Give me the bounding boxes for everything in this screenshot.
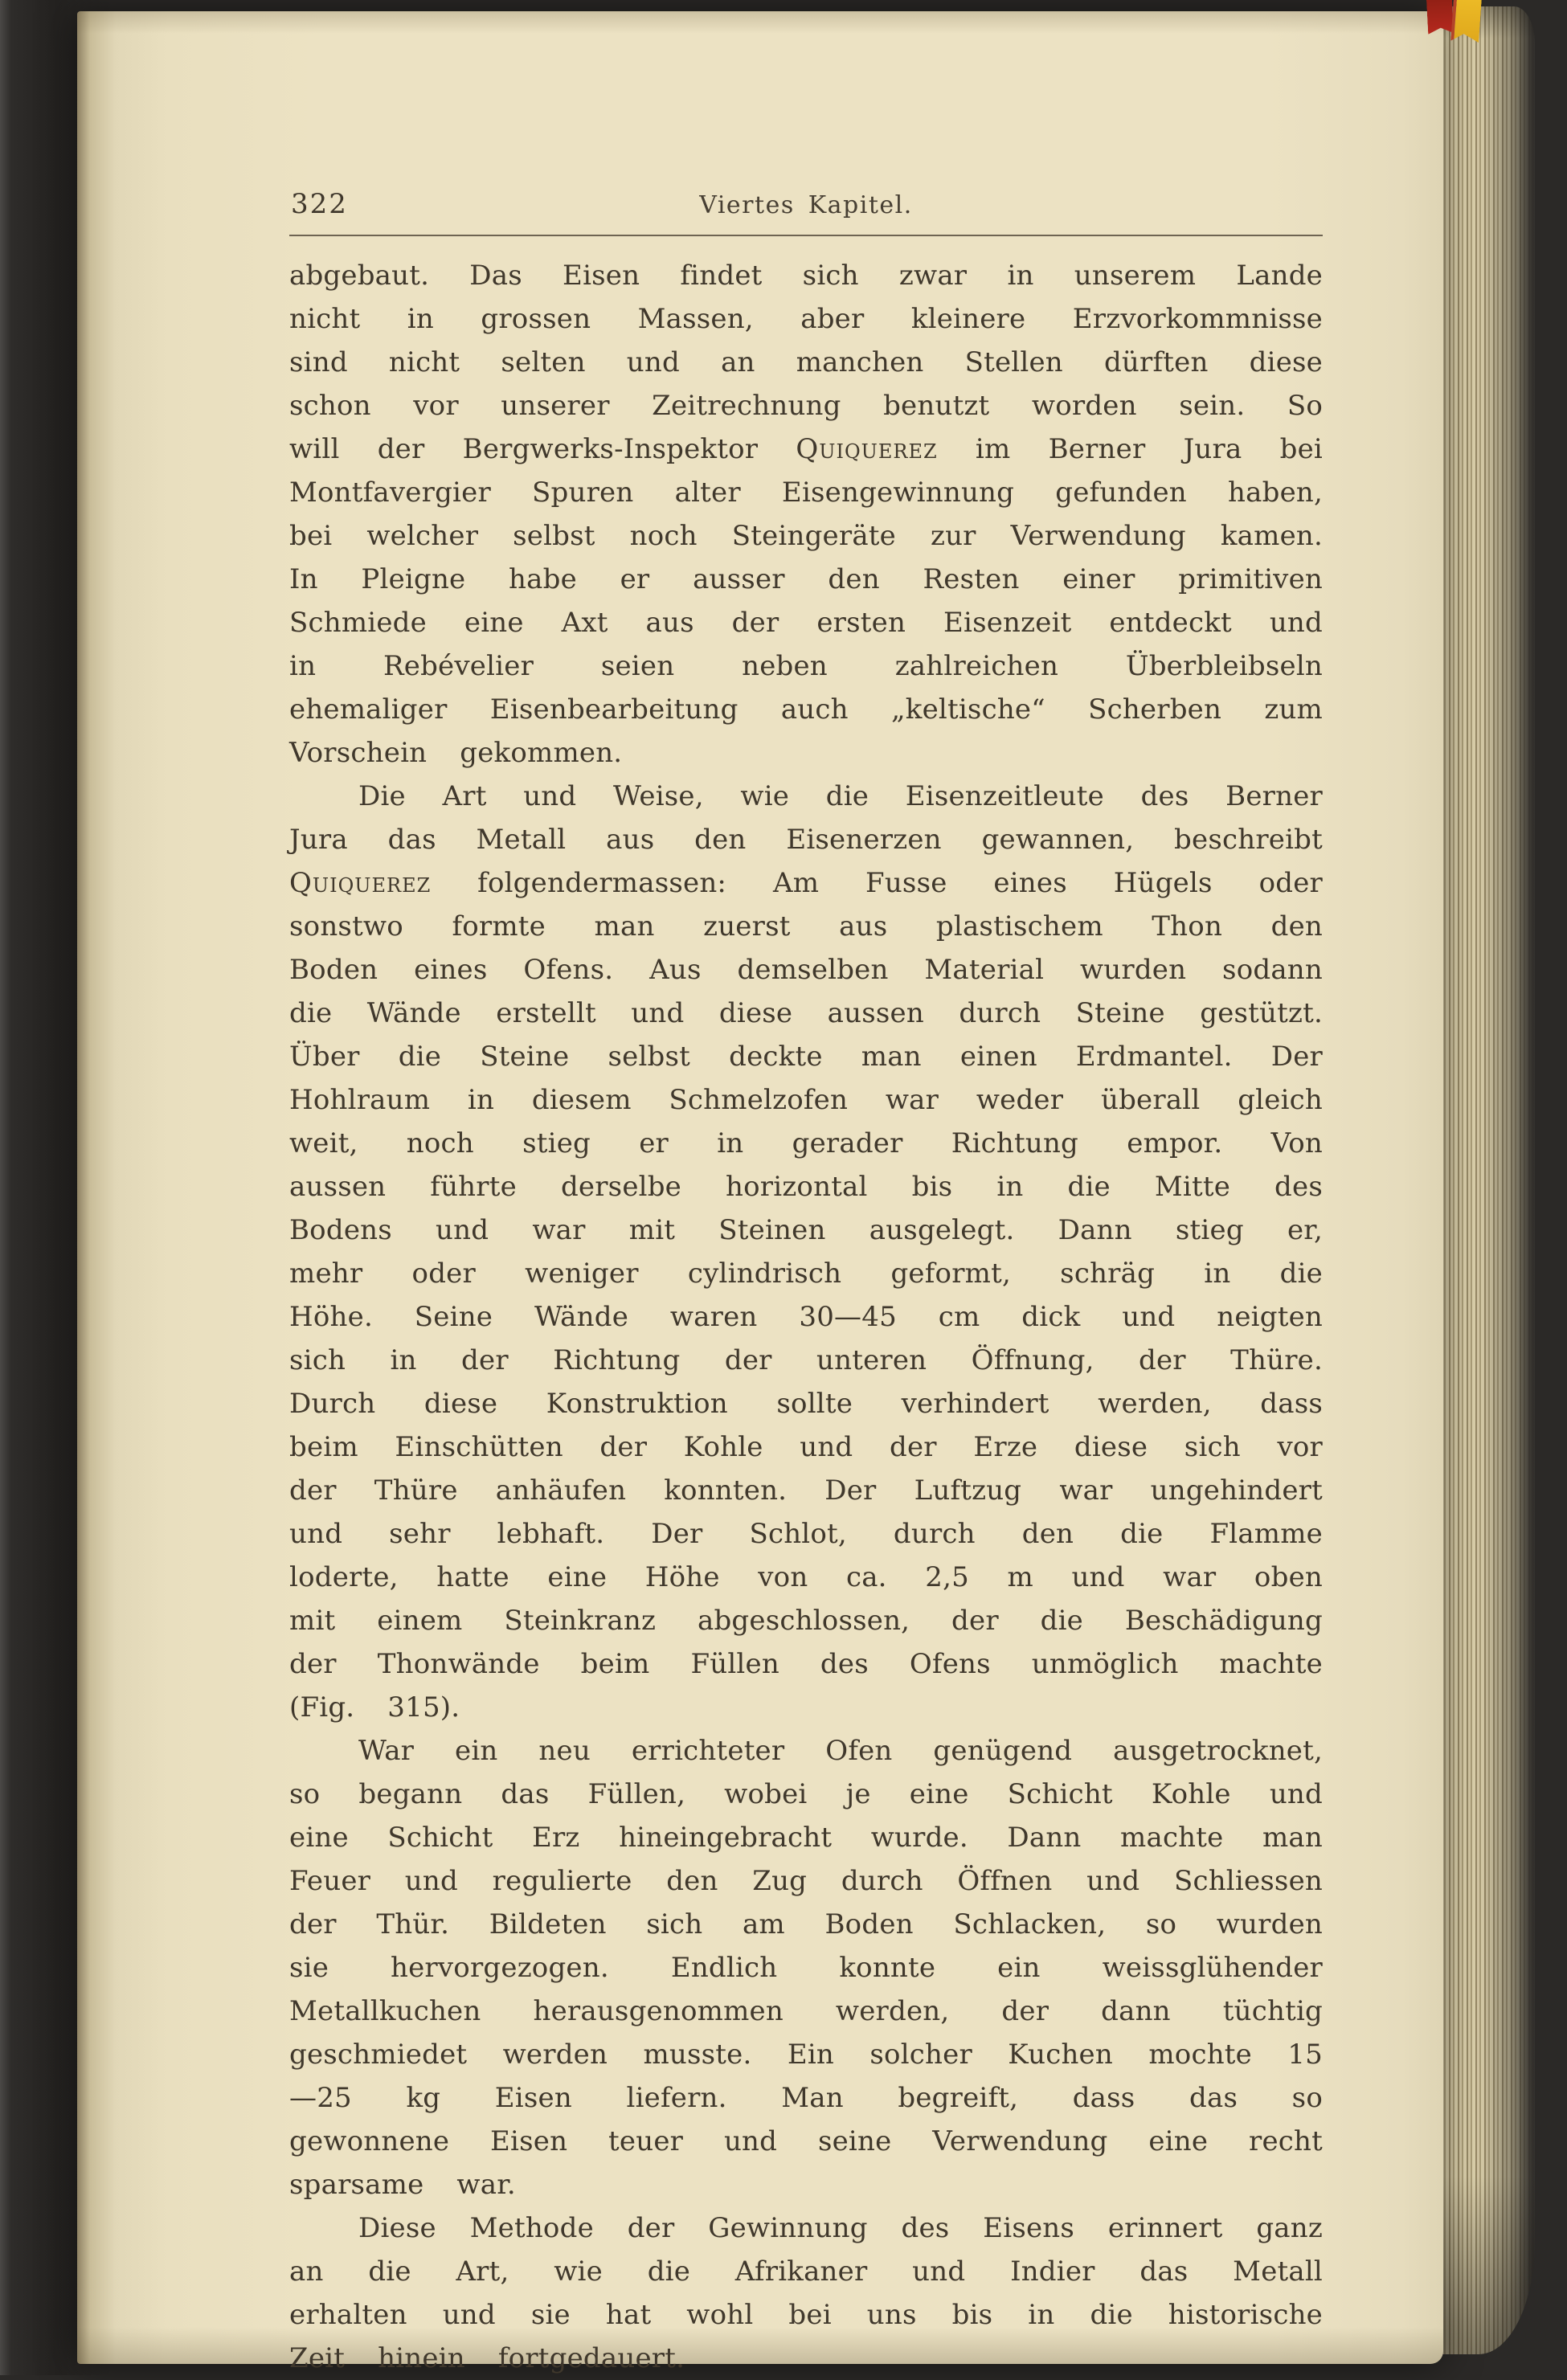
bookmark-ribbons: [1427, 0, 1491, 48]
text-run: folgendermassen: Am Fusse eines Hügels oder sonstwo formte man zuerst aus plastischem Thon den Boden eines Ofens. Aus demselben Material wurden sodann die Wände erstellt und diese aussen durch Steine gestützt. Über die Steine selbst deckte man einen Erdmantel. Der Hohlraum in diesem Schmelzofen war weder überall gleich weit, noch stieg er in gerader Richtung empor. Von aussen führte derselbe horizontal bis in die Mitte des Bodens und war mit Steinen ausgelegt. Dann stieg er, mehr oder weniger cylindrisch geformt, schräg in die Höhe. Seine Wände waren 30—45 cm dick und neigten sich in der Richtung der unteren Öffnung, der Thüre. Durch diese Konstruktion sollte verhindert werden, dass beim Einschütten der Kohle und der Erze diese sich vor der Thüre anhäufen konnten. Der Luftzug war ungehindert und sehr lebhaft. Der Schlot, durch den die Flamme loderte, hatte eine Höhe von ca. 2,5 m und war oben mit einem Steinkranz abgeschlossen, der die Beschädigung der Thonwände beim Füllen des Ofens unmöglich machte (Fig. 315).: [289, 867, 1323, 1724]
running-header: [289, 182, 1323, 236]
paragraph: [289, 775, 1323, 1729]
paragraph: [289, 254, 1323, 775]
bookmark-ribbon-gold: [1450, 0, 1482, 43]
paragraph: Diese Methode der Gewinnung des Eisens erinnert ganz an die Art, wie die Afrikaner und Indier das Metall erhalten und sie hat wohl bei uns bis in die historische Zeit hinein fortgedauert.: [289, 2212, 1323, 2374]
person-name: Quiquerez: [289, 867, 432, 899]
text-run: im Berner Jura bei Montfavergier Spuren alter Eisengewinnung gefunden haben, bei welcher selbst noch Steingeräte zur Verwendung kamen. In Pleigne habe er ausser den Resten einer primitiven Schmiede eine Axt aus der ersten Eisenzeit entdeckt und in Rebévelier seien neben zahlreichen Überbleibseln ehemaliger Eisenbearbeitung auch „keltische“ Scherben zum Vorschein gekommen.: [289, 433, 1323, 769]
body-text: [289, 236, 1323, 2380]
text-run: Die Art und Weise, wie die Eisenzeitleute des Berner Jura das Metall aus den Eisenerzen gewannen, beschreibt: [289, 780, 1323, 856]
paragraph: War ein neu errichteter Ofen genügend ausgetrocknet, so begann das Füllen, wobei je eine Schicht Kohle und eine Schicht Erz hineingebracht wurde. Dann machte man Feuer und regulierte den Zug durch Öffnen und Schliessen der Thür. Bildeten sich am Boden Schlacken, so wurden sie hervorgezogen. Endlich konnte ein weissglühender Metallkuchen herausgenommen werden, der dann tüchtig geschmiedet werden musste. Ein solcher Kuchen mochte 15—25 kg Eisen liefern. Man begreift, dass das so gewonnene Eisen teuer und seine Verwendung eine recht sparsame war.: [289, 1735, 1323, 2201]
person-name: Quiquerez: [796, 433, 938, 465]
book-page: [77, 11, 1443, 2374]
chapter-title: Viertes Kapitel.: [699, 191, 913, 219]
text-run: abgebaut. Das Eisen findet sich zwar in unserem Lande nicht in grossen Massen, aber kleinere Erzvorkommnisse sind nicht selten und an manchen Stellen dürften diese schon vor unserer Zeitrechnung benutzt worden sein. So will der Bergwerks-Inspektor: [289, 260, 1323, 465]
page-number: 322: [291, 188, 348, 220]
page-edge-stack: [1442, 6, 1535, 2354]
bookmark-ribbon-red: [1426, 0, 1454, 35]
page-content: [289, 182, 1323, 2380]
